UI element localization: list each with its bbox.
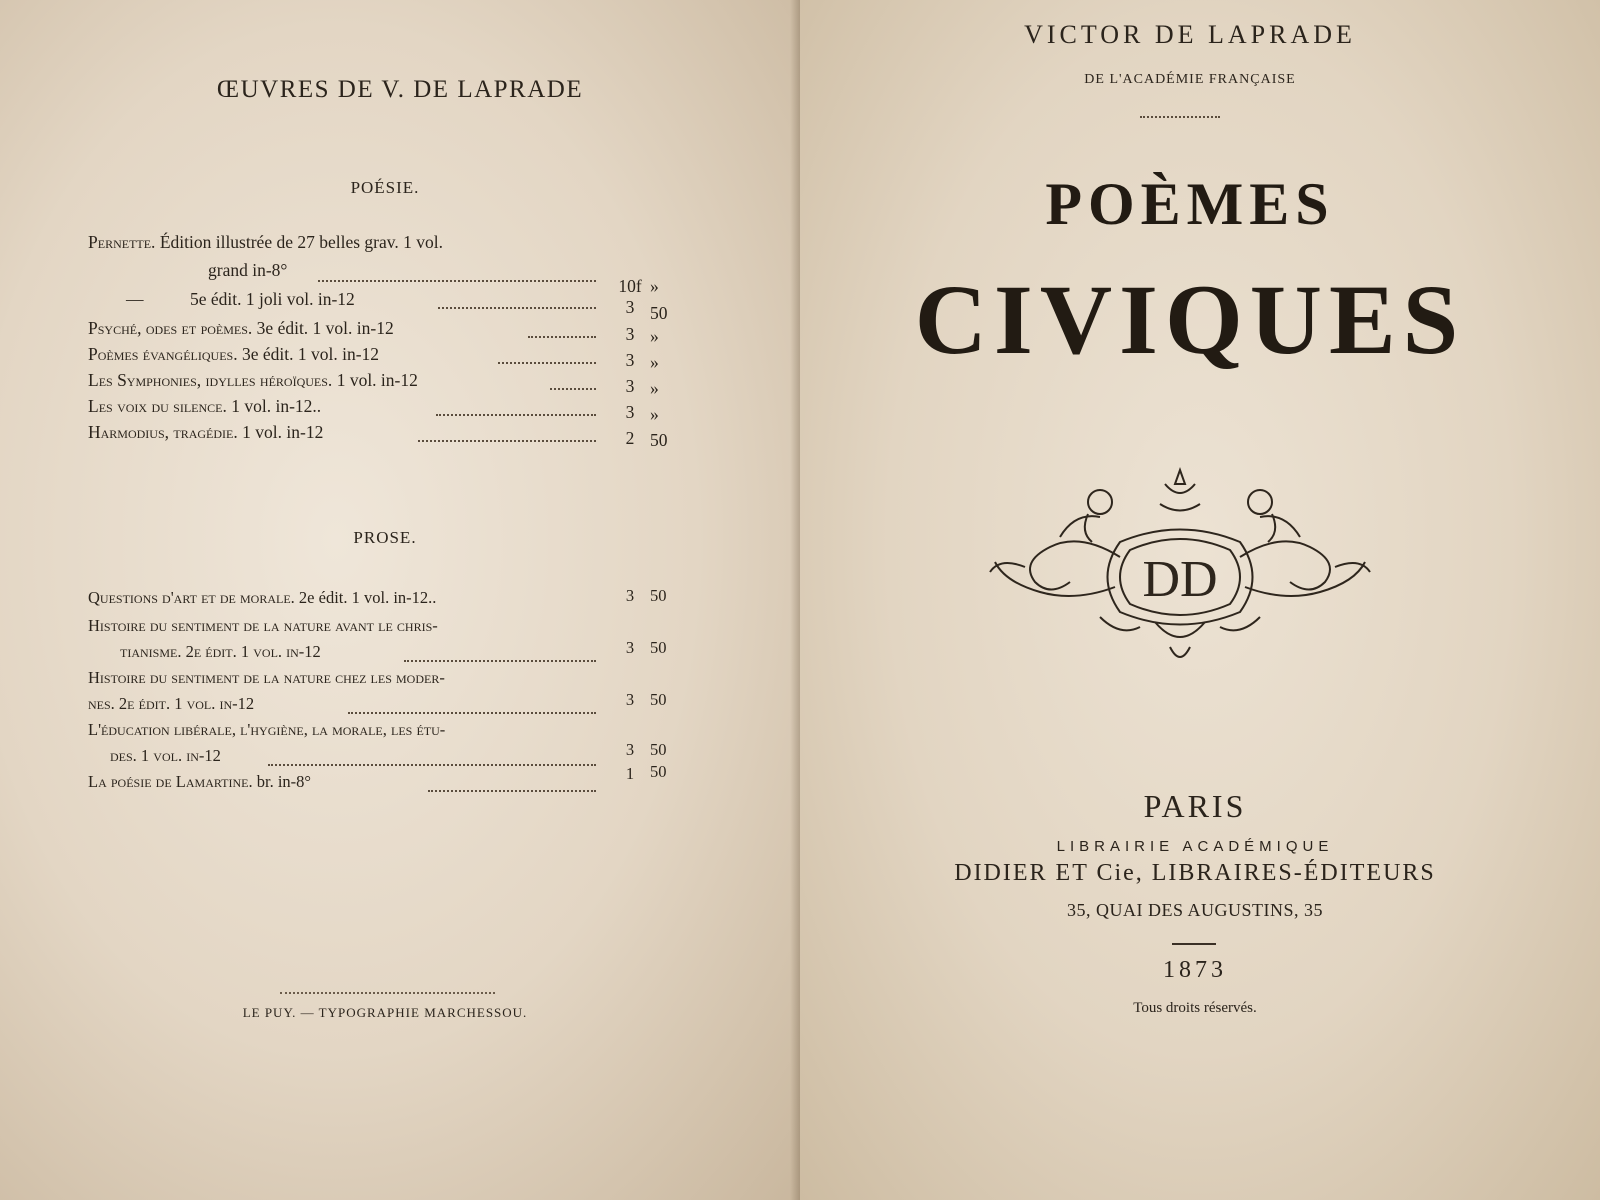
academy-line: DE L'ACADÉMIE FRANÇAISE — [1084, 72, 1296, 87]
monogram: DD — [1142, 551, 1218, 608]
ornamental-rule — [1140, 116, 1220, 118]
printer-vignette-icon — [980, 462, 1380, 692]
printer-imprint: LE PUY. — TYPOGRAPHIE MARCHESSOU. — [242, 1005, 528, 1020]
left-page: ŒUVRES DE V. DE LAPRADE POÉSIE. Pernette. Édition illustrée de 27 belles grav. 1 vol. grand in-8° 10f » — 5e édit. 1 joli vol. in-12 3 50 Psyché, odes et poèmes. 3e édit. 1 vol. in-12 3 » Poèmes évangéliques. 3e édit. 1 vol. in-12 3 » Les Symphonies, idylles héroïques. 1 vol. in-12 3 » Les voix du silence. 1 vol. in-12.. 3 » Harmodius, tragédie. 1 vol. in-12 2 50 PROSE. Questions d'art et de morale. 2e édit. 1 vol. in-12.. 3 50 Histoire du sentiment de la nature avant le chris- tianisme. 2e édit. 1 vol. in-12 3 50 Histoire du sentiment de la nature chez les moder- nes. 2e édit. 1 vol. in-12 3 50 L'éducation libérale, l'hygiène, la morale, les étu- des. 1 vol. in-12 3 50 La poésie de Lamartine. br. in-8° 1 50 LE PUY. — TYPOGRAPHIE MARCHESSOU. — [0, 0, 800, 1200]
publisher-line: LIBRAIRIE ACADÉMIQUE — [1056, 838, 1334, 855]
author-name: VICTOR DE LAPRADE — [1024, 20, 1356, 49]
series-title: ŒUVRES DE V. DE LAPRADE — [216, 76, 584, 103]
publisher-address: 35, QUAI DES AUGUSTINS, 35 — [1066, 900, 1323, 920]
divider — [1172, 943, 1216, 945]
ornamental-rule — [280, 992, 495, 994]
poetry-heading: POÉSIE. — [350, 178, 420, 197]
rights-notice: Tous droits réservés. — [1133, 1000, 1257, 1016]
publication-year: 1873 — [1163, 957, 1227, 983]
publisher-name: DIDIER ET Cie, LIBRAIRES-ÉDITEURS — [954, 860, 1436, 886]
prose-heading: PROSE. — [353, 528, 417, 547]
title-line-2: CIVIQUES — [914, 264, 1466, 375]
place-of-publication: PARIS — [1143, 788, 1247, 824]
title-line-1: POÈMES — [1045, 171, 1335, 237]
right-page — [800, 0, 1600, 1200]
